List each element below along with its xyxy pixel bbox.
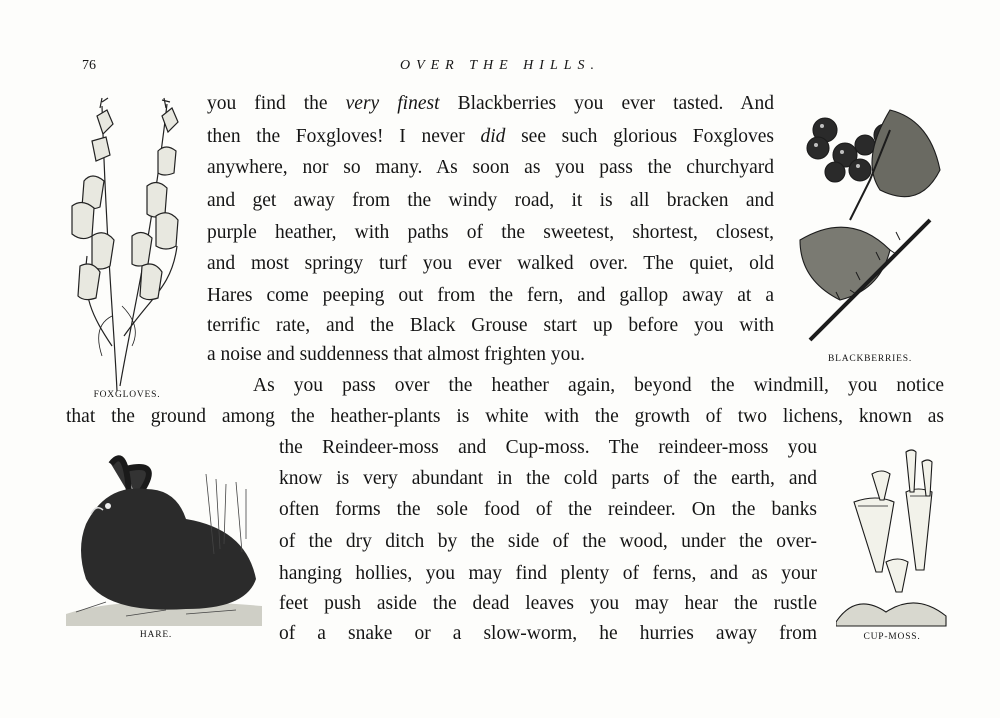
text-line (207, 314, 774, 338)
text-span: anywhere, nor so many. As soon as you pass the churchyard (207, 157, 774, 178)
text-span: of a snake or a slow-worm, he hurries away from (279, 623, 817, 644)
text-span: see such glorious Foxgloves (505, 126, 774, 147)
text-span: hanging hollies, you may find plenty of ferns, and as your (279, 563, 817, 584)
blackberries-illustration (790, 100, 950, 364)
text-line (207, 189, 774, 213)
text-span: Hares come peeping out from the fern, and gallop away at a (207, 285, 774, 306)
text-line (279, 467, 817, 491)
text-line (253, 374, 944, 398)
text-span: did (480, 126, 506, 147)
text-span: the Reindeer-moss and Cup-moss. The reindeer-moss you (279, 437, 817, 458)
hare-illustration (66, 444, 262, 644)
text-line (279, 592, 817, 616)
running-header (0, 58, 1000, 78)
text-line (279, 622, 817, 646)
text-line (207, 343, 585, 367)
text-line (207, 92, 774, 116)
text-line (279, 436, 817, 460)
figure-caption: HARE. (139, 630, 173, 640)
text-span: that the ground among the heather-plants is white with the growth of two lichens, known as (66, 406, 944, 427)
figure-caption: CUP-MOSS. (863, 632, 921, 642)
text-span: often forms the sole food of the reindeer. On the banks (279, 499, 817, 520)
running-title: OVER THE HILLS. (399, 58, 601, 73)
text-span: Blackberries you ever tasted. And (439, 93, 774, 114)
page-number: 76 (82, 58, 96, 73)
text-line (66, 405, 944, 429)
text-span: then the Foxgloves! I never (207, 126, 481, 147)
text-span: purple heather, with paths of the sweetest, shortest, closest, (207, 222, 774, 243)
figure-caption: FOXGLOVES. (93, 390, 161, 400)
foxgloves-illustration (62, 96, 192, 400)
text-span: feet push aside the dead leaves you may hear the rustle (279, 593, 817, 614)
figure-caption: BLACKBERRIES. (827, 354, 913, 364)
text-span: know is very abundant in the cold parts of the earth, and (279, 468, 817, 489)
cup-moss-illustration (836, 442, 948, 652)
text-line (279, 562, 817, 586)
text-line (207, 125, 774, 149)
text-line (207, 284, 774, 308)
text-span: and get away from the windy road, it is all bracken and (207, 190, 774, 211)
text-line (207, 156, 774, 180)
text-line (279, 530, 817, 554)
text-span: a noise and suddenness that almost frighten you. (207, 344, 586, 365)
text-span: very finest (345, 93, 440, 114)
text-span: of the dry ditch by the side of the wood, under the over- (279, 531, 817, 552)
text-line (279, 498, 817, 522)
text-span: and most springy turf you ever walked over. The quiet, old (207, 253, 774, 274)
text-line (207, 221, 774, 245)
text-span: As you pass over the heather again, beyond the windmill, you notice (253, 375, 944, 396)
text-span: you find the (207, 93, 346, 114)
text-span: terrific rate, and the Black Grouse start up before you with (207, 315, 774, 336)
text-line (207, 252, 774, 276)
